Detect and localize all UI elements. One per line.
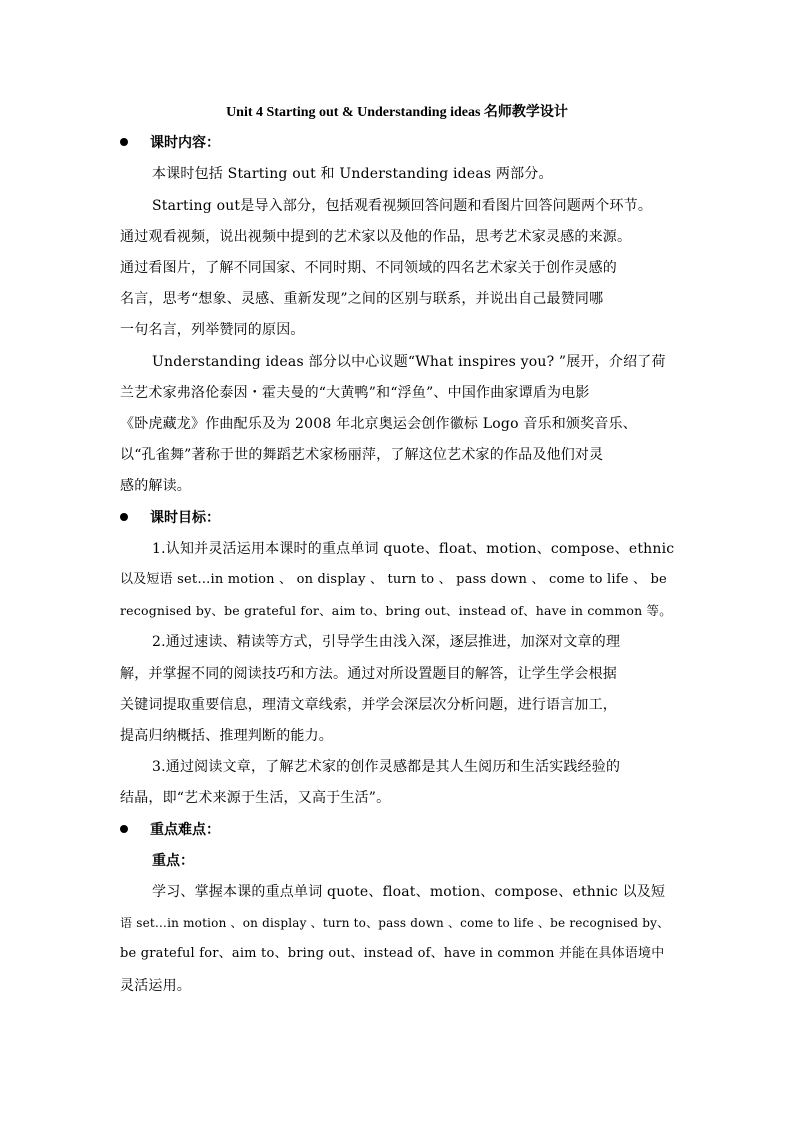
paragraph-line: Understanding ideas 部分以中心议题“What inspires you? ”展开，介绍了荷 [152,354,666,370]
paragraph-line: Starting out是导入部分，包括观看视频回答问题和看图片回答问题两个环节。 [152,198,653,214]
paragraph-line: 1.认知并灵活运用本课时的重点单词 quote、float、motion、compose、ethnic [152,541,675,557]
paragraph-line: 以“孔雀舞”著称于世的舞蹈艺术家杨丽萍，了解这位艺术家的作品及他们对灵 [120,447,604,463]
paragraph-line: be grateful for、aim to、bring out、instead of、have in common 并能在具体语境中 [120,946,665,961]
bullet-icon [120,825,128,833]
bullet-icon [120,513,128,521]
paragraph-line: 灵活运用。 [120,978,191,994]
section-heading-content [120,133,220,153]
paragraph-line: 提高归纳概括、推理判断的能力。 [120,728,333,744]
paragraph-line: 解，并掌握不同的阅读技巧和方法。通过对所设置题目的解答，让学生学会根据 [120,666,617,682]
document-title: Unit 4 Starting out & Understanding ideas 名师教学设计 [226,105,568,120]
paragraph-line: recognised by、be grateful for、aim to、bring out、instead of、have in common 等。 [120,603,672,618]
section-heading-objectives [120,508,220,528]
paragraph-line: 感的解读。 [120,478,191,494]
paragraph-line: 《卧虎藏龙》作曲配乐及为 2008 年北京奥运会创作徽标 Logo 音乐和颁奖音乐、 [120,416,637,432]
paragraph-line: 本课时包括 Starting out 和 Understanding ideas 两部分。 [152,166,553,182]
paragraph-line: 兰艺术家弗洛伦泰因・霍夫曼的“大黄鸭”和“浮鱼”、中国作曲家谭盾为电影 [120,385,590,401]
paragraph-line: 语 set…in motion 、on display 、turn to、pass down 、come to life 、be recognised by、 [120,916,670,930]
paragraph-line: 通过看图片，了解不同国家、不同时期、不同领域的四名艺术家关于创作灵感的 [120,260,617,276]
paragraph-line: 2.通过速读、精读等方式，引导学生由浅入深，逐层推进，加深对文章的理 [152,634,621,650]
bullet-icon [120,138,128,146]
paragraph-line: 关键词提取重要信息，理清文章线索，并学会深层次分析问题，进行语言加工， [120,697,617,713]
paragraph-line: 通过观看视频，说出视频中提到的艺术家以及他的作品，思考艺术家灵感的来源。 [120,229,632,245]
heading-text: 课时内容： [150,135,220,151]
heading-text: 重点难点： [150,822,220,838]
heading-text: 课时目标： [150,510,220,526]
paragraph-line: 一句名言，列举赞同的原因。 [120,322,305,338]
paragraph-line: 名言，思考“想象、灵感、重新发现”之间的区别与联系，并说出自己最赞同哪 [120,291,604,307]
subheading-key: 重点： [152,853,194,869]
paragraph-line: 结晶，即“艺术来源于生活，又高于生活”。 [120,790,391,806]
paragraph-line: 学习、掌握本课的重点单词 quote、float、motion、compose、ethnic 以及短 [152,884,666,900]
paragraph-line: 3.通过阅读文章，了解艺术家的创作灵感都是其人生阅历和生活实践经验的 [152,759,621,775]
section-heading-key-points [120,820,220,840]
paragraph-line: 以及短语 set…in motion 、 on display 、 turn to 、 pass down 、 come to life 、 be [120,572,667,587]
